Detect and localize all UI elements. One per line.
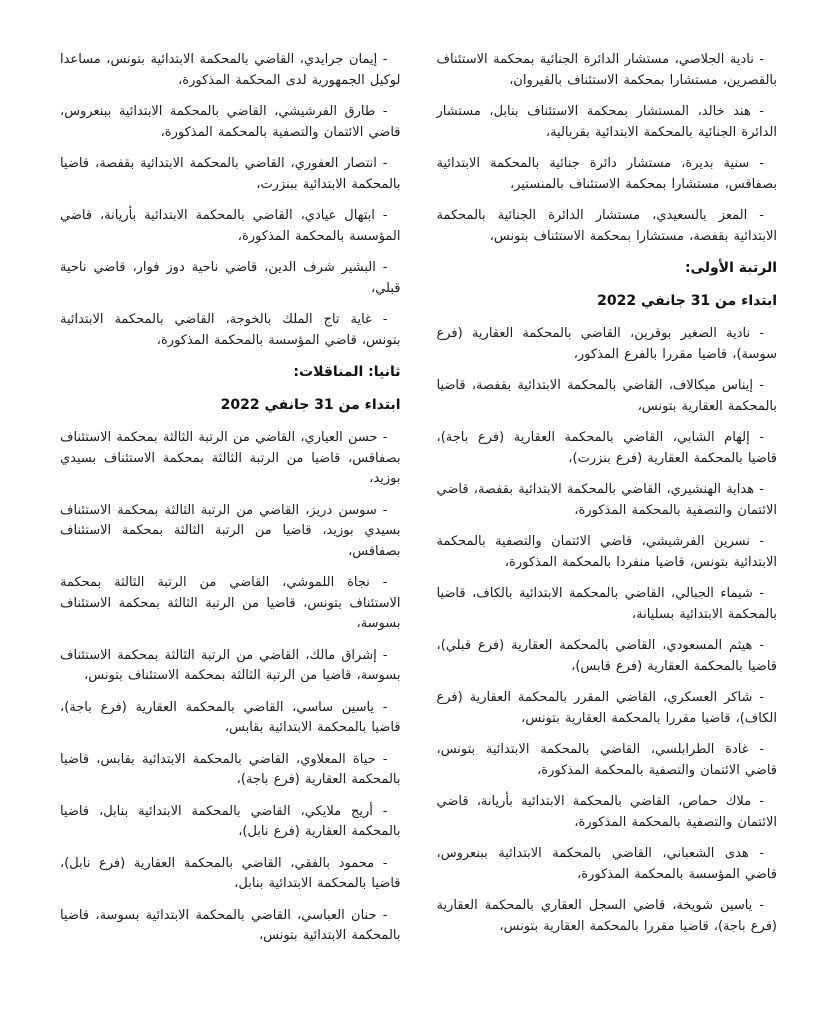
appointment-entry: - ابتهال عيادي، القاضي بالمحكمة الابتدائية بأريانة، قاضي المؤسسة بالمحكمة المذكورة، (60, 208, 401, 244)
two-column-layout (60, 50, 777, 958)
appointment-entry: - حياة المعلاوي، القاضي بالمحكمة الابتدائية بقابس، قاضيا بالمحكمة العقارية (فرع باجة)، (60, 751, 401, 787)
appointment-entry: - المعز بالسعيدي، مستشار الدائرة الجنائية بالمحكمة الابتدائية بقفصة، مستشارا بمحكمة الاستئناف بتونس، (436, 208, 777, 244)
column-left (60, 50, 401, 958)
section-heading: الرتبة الأولى: (684, 260, 777, 276)
appointment-entry: - إيناس ميكالاف، القاضي بالمحكمة الابتدائية بقفصة، قاضيا بالمحكمة العقارية بتونس، (436, 378, 777, 414)
appointment-entry: - البشير شرف الدين، قاضي ناحية دوز فوار، قاضي ناحية قبلي، (60, 260, 401, 296)
appointment-entry: - هيثم المسعودي، القاضي بالمحكمة العقارية (فرع قبلي)، قاضيا بالمحكمة العقارية (فرع قابس)، (436, 638, 777, 674)
section-heading: ابتداء من 31 جانفي 2022 (597, 293, 777, 309)
appointment-entry: - نسرين الفرشيشي، قاضي الائتمان والتصفية بالمحكمة الابتدائية بتونس، قاضيا منفردا بالمحكمة المذكورة، (436, 534, 777, 570)
appointment-entry: - حسن العياري، القاضي من الرتبة الثالثة بمحكمة الاستئناف بصفاقس، قاضيا من الرتبة الثالثة بمحكمة الاستئناف بسيدي بوزيد، (60, 430, 401, 486)
appointment-entry: - شيماء الجبالي، القاضي بالمحكمة الابتدائية بالكاف، قاضيا بالمحكمة الابتدائية بسليانة، (436, 586, 777, 622)
appointment-entry: - هدى الشعباني، القاضي بالمحكمة الابتدائية ببنعروس، قاضي المؤسسة بالمحكمة المذكورة، (436, 846, 777, 882)
appointment-entry: - شاكر العسكري، القاضي المقرر بالمحكمة العقارية (فرع الكاف)، قاضيا مقررا بالمحكمة العقارية بتونس، (436, 690, 777, 726)
section-heading: ابتداء من 31 جانفي 2022 (220, 397, 401, 413)
appointment-entry: - محمود بالفقي، القاضي بالمحكمة العقارية (فرع نابل)، قاضيا بالمحكمة الابتدائية بنابل، (60, 855, 401, 891)
appointment-entry: - سوسن دريز، القاضي من الرتبة الثالثة بمحكمة الاستئناف بسيدي بوزيد، قاضيا من الرتبة الثالثة بمحكمة الاستئناف بصفاقس، (60, 502, 401, 559)
appointment-entry: - غادة الطرابلسي، القاضي بالمحكمة الابتدائية بتونس، قاضي الائتمان والتصفية بالمحكمة المذكورة، (436, 742, 777, 778)
appointment-entry: - هند خالد، المستشار بمحكمة الاستئناف بنابل، مستشار الدائرة الجنائية بالمحكمة الابتدائية بقربالية، (436, 104, 777, 140)
column-right (437, 50, 778, 958)
appointment-entry: - نادية الجلاصي، مستشار الدائرة الجنائية بمحكمة الاستئناف بالقصرين، مستشارا بمحكمة الاستئناف بالقيروان، (436, 52, 777, 88)
appointment-entry: - إيمان جرايدي، القاضي بالمحكمة الابتدائية بتونس، مساعدا لوكيل الجمهورية لدى المحكمة المذكورة، (60, 52, 401, 88)
appointment-entry: - غاية تاج الملك بالخوجة، القاضي بالمحكمة الابتدائية بتونس، قاضي المؤسسة بالمحكمة المذكورة، (60, 312, 401, 348)
appointment-entry: - ياسين ساسي، القاضي بالمحكمة العقارية (فرع باجة)، قاضيا بالمحكمة الابتدائية بقابس، (60, 699, 401, 735)
appointment-entry: - إشراق مالك، القاضي من الرتبة الثالثة بمحكمة الاستئناف بسوسة، قاضيا من الرتبة الثالثة بمحكمة الاستئناف بتونس، (60, 647, 401, 683)
section-heading: ثانيا: المناقلات: (293, 364, 401, 380)
appointment-entry: - إلهام الشابي، القاضي بالمحكمة العقارية (فرع باجة)، قاضيا بالمحكمة العقارية (فرع بنزرت)، (436, 430, 777, 466)
appointment-entry: - نادية الصغير بوقرين، القاضي بالمحكمة العقارية (فرع سوسة)، قاضيا مقررا بالفرع المذكور، (436, 326, 777, 362)
appointment-entry: - ملاك حماص، القاضي بالمحكمة الابتدائية بأريانة، قاضي الائتمان والتصفية بالمحكمة المذكورة، (436, 794, 777, 830)
appointment-entry: - أريج ملايكي، القاضي بالمحكمة الابتدائية بنابل، قاضيا بالمحكمة العقارية (فرع نابل)، (60, 803, 401, 839)
appointment-entry: - حنان العباسي، القاضي بالمحكمة الابتدائية بسوسة، قاضيا بالمحكمة الابتدائية بتونس، (60, 907, 401, 943)
appointment-entry: - انتصار العفوري، القاضي بالمحكمة الابتدائية بقفصة، قاضيا بالمحكمة الابتدائية ببنزرت، (60, 156, 401, 192)
appointment-entry: - سنية بديرة، مستشار دائرة جنائية بالمحكمة الابتدائية بصفاقس، مستشارا بمحكمة الاستئناف بالمنستير، (436, 156, 777, 192)
appointment-entry: - ياسين شويخة، قاضي السجل العقاري بالمحكمة العقارية (فرع باجة)، قاضيا مقررا بالمحكمة العقارية بتونس، (436, 898, 777, 934)
appointment-entry: - هداية الهنشيري، القاضي بالمحكمة الابتدائية بقفصة، قاضي الائتمان والتصفية بالمحكمة المذكورة، (436, 482, 777, 518)
appointment-entry: - طارق الفرشيشي، القاضي بالمحكمة الابتدائية ببنعروس، قاضي الائتمان والتصفية بالمحكمة المذكورة، (60, 104, 401, 140)
appointment-entry: - نجاة اللموشي، القاضي من الرتبة الثالثة بمحكمة الاستئناف بتونس، قاضيا من الرتبة الثالثة بمحكمة الاستئناف بسوسة، (60, 575, 401, 631)
